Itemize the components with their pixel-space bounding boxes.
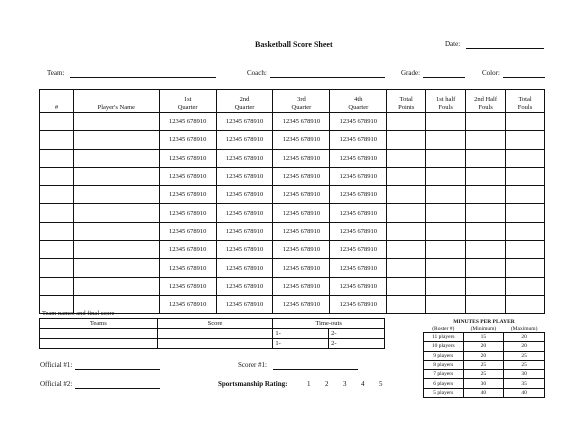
scorer-field[interactable] <box>273 369 358 370</box>
player-name-cell[interactable] <box>73 149 159 167</box>
minutes-col-roster: (Roster #) <box>432 325 455 332</box>
player-row <box>40 167 545 185</box>
minutes-min-cell: 40 <box>463 388 504 397</box>
col-number: # <box>40 90 74 113</box>
player-row <box>40 186 545 204</box>
col-2nd-half-fouls <box>466 90 506 113</box>
q2-cell[interactable]: 12345 678910 <box>216 277 273 295</box>
player-name-cell[interactable] <box>73 113 159 131</box>
total-points-cell[interactable] <box>387 167 426 185</box>
player-name-cell[interactable] <box>73 186 159 204</box>
minutes-min-cell: 25 <box>463 360 504 369</box>
col-2nd-half-fouls-text: 2nd Half Fouls <box>474 96 498 111</box>
q3-cell[interactable]: 12345 678910 <box>273 259 330 277</box>
minutes-max-cell: 40 <box>504 388 545 397</box>
score-table-body <box>40 113 545 314</box>
q1-cell[interactable]: 12345 678910 <box>159 259 216 277</box>
q1-cell[interactable]: 12345 678910 <box>159 113 216 131</box>
minutes-max-cell: 20 <box>504 342 545 351</box>
col-player-name: Player's Name <box>73 90 159 113</box>
minutes-col-min: (Minimum) <box>470 325 497 332</box>
team-row <box>40 339 385 349</box>
minutes-roster-cell: 10 players <box>424 342 464 351</box>
col-q4 <box>330 90 387 113</box>
minutes-roster-cell: 7 players <box>424 370 464 379</box>
minutes-min-cell: 20 <box>463 342 504 351</box>
q1-cell[interactable]: 12345 678910 <box>159 277 216 295</box>
sheet-title: Basketball Score Sheet <box>255 40 333 49</box>
q3-cell[interactable]: 12345 678910 <box>273 131 330 149</box>
total-points-cell[interactable] <box>387 149 426 167</box>
team-label: Team: <box>47 69 65 77</box>
q4-cell[interactable]: 12345 678910 <box>330 204 387 222</box>
minutes-roster-cell: 8 players <box>424 360 464 369</box>
official1-label: Official #1: <box>40 361 73 369</box>
teams-header-row <box>40 319 385 329</box>
total-fouls-cell[interactable] <box>506 222 545 240</box>
col-q3-text: 3rd Quarter <box>291 96 312 111</box>
team-score-cell[interactable] <box>157 339 273 349</box>
col-1st-half-fouls-text: 1st half Fouls <box>435 96 456 111</box>
col-1st-half-fouls <box>426 90 466 113</box>
player-number-cell[interactable] <box>40 113 74 131</box>
player-row <box>40 277 545 295</box>
team-row <box>40 329 385 339</box>
q3-cell[interactable]: 12345 678910 <box>273 241 330 259</box>
q2-cell[interactable]: 12345 678910 <box>216 241 273 259</box>
minutes-min-cell: 20 <box>463 351 504 360</box>
player-name-cell[interactable] <box>73 241 159 259</box>
second-half-fouls-cell[interactable] <box>466 131 506 149</box>
total-points-cell[interactable] <box>387 295 426 313</box>
first-half-fouls-cell[interactable] <box>426 131 466 149</box>
rating-4[interactable]: 4 <box>361 380 365 388</box>
player-row <box>40 149 545 167</box>
q3-cell[interactable]: 12345 678910 <box>273 167 330 185</box>
player-row <box>40 204 545 222</box>
total-fouls-cell[interactable] <box>506 186 545 204</box>
q1-cell[interactable]: 12345 678910 <box>159 295 216 313</box>
first-half-fouls-cell[interactable] <box>426 295 466 313</box>
player-number-cell[interactable] <box>40 186 74 204</box>
second-half-fouls-cell[interactable] <box>466 241 506 259</box>
q1-cell[interactable]: 12345 678910 <box>159 131 216 149</box>
q1-cell[interactable]: 12345 678910 <box>159 222 216 240</box>
timeout-cell[interactable]: 1- <box>273 339 329 349</box>
total-fouls-cell[interactable] <box>506 204 545 222</box>
q4-cell[interactable]: 12345 678910 <box>330 295 387 313</box>
q3-cell[interactable]: 12345 678910 <box>273 277 330 295</box>
team-name-cell[interactable] <box>40 329 158 339</box>
teams-col-score: Score <box>157 319 273 329</box>
score-table-header <box>40 90 545 113</box>
player-number-cell[interactable] <box>40 204 74 222</box>
player-name-cell[interactable] <box>73 131 159 149</box>
minutes-row <box>424 351 545 360</box>
col-total-points <box>387 90 426 113</box>
col-q1-text: 1st Quarter <box>177 96 198 111</box>
official2-field[interactable] <box>75 388 160 389</box>
second-half-fouls-cell[interactable] <box>466 277 506 295</box>
col-q1 <box>159 90 216 113</box>
q1-cell[interactable]: 12345 678910 <box>159 204 216 222</box>
q4-cell[interactable]: 12345 678910 <box>330 241 387 259</box>
minutes-roster-cell: 11 players <box>424 333 464 342</box>
total-points-cell[interactable] <box>387 241 426 259</box>
q3-cell[interactable]: 12345 678910 <box>273 222 330 240</box>
total-points-cell[interactable] <box>387 131 426 149</box>
minutes-table-body <box>424 333 545 398</box>
teams-col-teams: Teams <box>40 319 158 329</box>
sportsmanship-label: Sportsmanship Rating: <box>218 380 288 388</box>
minutes-max-cell: 35 <box>504 379 545 388</box>
total-points-cell[interactable] <box>387 277 426 295</box>
player-row <box>40 222 545 240</box>
minutes-title-row <box>424 318 545 325</box>
total-points-cell[interactable] <box>387 186 426 204</box>
q4-cell[interactable]: 12345 678910 <box>330 167 387 185</box>
minutes-roster-cell: 9 players <box>424 351 464 360</box>
teams-col-timeouts: Time-outs <box>273 319 385 329</box>
total-fouls-cell[interactable] <box>506 241 545 259</box>
date-label: Date: <box>445 40 461 48</box>
q2-cell[interactable]: 12345 678910 <box>216 131 273 149</box>
second-half-fouls-cell[interactable] <box>466 295 506 313</box>
rating-1[interactable]: 1 <box>307 380 311 388</box>
minutes-row <box>424 388 545 397</box>
q2-cell[interactable]: 12345 678910 <box>216 113 273 131</box>
total-fouls-cell[interactable] <box>506 277 545 295</box>
second-half-fouls-cell[interactable] <box>466 222 506 240</box>
score-table <box>39 89 545 314</box>
grade-label: Grade: <box>401 69 421 77</box>
player-name-cell[interactable] <box>73 222 159 240</box>
team-field[interactable] <box>70 77 216 78</box>
player-number-cell[interactable] <box>40 222 74 240</box>
player-row <box>40 131 545 149</box>
q1-cell[interactable]: 12345 678910 <box>159 167 216 185</box>
q1-cell[interactable]: 12345 678910 <box>159 241 216 259</box>
total-points-cell[interactable] <box>387 204 426 222</box>
q2-cell[interactable]: 12345 678910 <box>216 222 273 240</box>
second-half-fouls-cell[interactable] <box>466 113 506 131</box>
q2-cell[interactable]: 12345 678910 <box>216 149 273 167</box>
minutes-col-max: (Maximum) <box>510 325 538 332</box>
timeout-cell[interactable]: 1- <box>273 329 329 339</box>
total-fouls-cell[interactable] <box>506 131 545 149</box>
col-total-fouls <box>506 90 545 113</box>
team-score-cell[interactable] <box>157 329 273 339</box>
player-name-cell[interactable] <box>73 277 159 295</box>
second-half-fouls-cell[interactable] <box>466 149 506 167</box>
col-q2-text: 2nd Quarter <box>234 96 255 111</box>
first-half-fouls-cell[interactable] <box>426 149 466 167</box>
coach-field[interactable] <box>270 77 385 78</box>
minutes-row <box>424 342 545 351</box>
col-total-fouls-text: Total Fouls <box>517 96 533 111</box>
q4-cell[interactable]: 12345 678910 <box>330 131 387 149</box>
q4-cell[interactable]: 12345 678910 <box>330 259 387 277</box>
q3-cell[interactable]: 12345 678910 <box>273 295 330 313</box>
q2-cell[interactable]: 12345 678910 <box>216 295 273 313</box>
q2-cell[interactable]: 12345 678910 <box>216 167 273 185</box>
first-half-fouls-cell[interactable] <box>426 167 466 185</box>
minutes-min-cell: 15 <box>463 333 504 342</box>
minutes-roster-cell: 5 players <box>424 388 464 397</box>
player-row <box>40 295 545 313</box>
col-q4-text: 4th Quarter <box>348 96 369 111</box>
minutes-min-cell: 30 <box>463 379 504 388</box>
first-half-fouls-cell[interactable] <box>426 277 466 295</box>
q1-cell[interactable]: 12345 678910 <box>159 149 216 167</box>
total-points-cell[interactable] <box>387 259 426 277</box>
official2-label: Official #2: <box>40 380 73 388</box>
first-half-fouls-cell[interactable] <box>426 259 466 277</box>
minutes-row <box>424 360 545 369</box>
second-half-fouls-cell[interactable] <box>466 259 506 277</box>
teams-caption: Team names and final score <box>42 310 115 317</box>
total-points-cell[interactable] <box>387 222 426 240</box>
player-name-cell[interactable] <box>73 259 159 277</box>
player-name-cell[interactable] <box>73 167 159 185</box>
minutes-row <box>424 370 545 379</box>
minutes-min-cell: 25 <box>463 370 504 379</box>
q2-cell[interactable]: 12345 678910 <box>216 186 273 204</box>
player-row <box>40 259 545 277</box>
second-half-fouls-cell[interactable] <box>466 186 506 204</box>
rating-3[interactable]: 3 <box>343 380 347 388</box>
first-half-fouls-cell[interactable] <box>426 222 466 240</box>
minutes-header-row <box>424 325 545 333</box>
rating-5[interactable]: 5 <box>379 380 383 388</box>
minutes-max-cell: 25 <box>504 360 545 369</box>
color-field[interactable] <box>503 77 545 78</box>
team-name-cell[interactable] <box>40 339 158 349</box>
q3-cell[interactable]: 12345 678910 <box>273 186 330 204</box>
first-half-fouls-cell[interactable] <box>426 113 466 131</box>
player-name-cell[interactable] <box>73 204 159 222</box>
player-number-cell[interactable] <box>40 259 74 277</box>
rating-2[interactable]: 2 <box>325 380 329 388</box>
minutes-row <box>424 333 545 342</box>
total-points-cell[interactable] <box>387 113 426 131</box>
timeout-cell[interactable]: 2- <box>329 339 385 349</box>
first-half-fouls-cell[interactable] <box>426 186 466 204</box>
minutes-max-cell: 25 <box>504 351 545 360</box>
minutes-max-cell: 30 <box>504 370 545 379</box>
date-field[interactable] <box>466 48 544 49</box>
total-fouls-cell[interactable] <box>506 259 545 277</box>
second-half-fouls-cell[interactable] <box>466 167 506 185</box>
total-fouls-cell[interactable] <box>506 295 545 313</box>
q1-cell[interactable]: 12345 678910 <box>159 186 216 204</box>
official1-field[interactable] <box>75 369 160 370</box>
scorer-label: Scorer #1: <box>238 361 267 369</box>
grade-field[interactable] <box>423 77 465 78</box>
minutes-roster-cell: 6 players <box>424 379 464 388</box>
player-row <box>40 113 545 131</box>
coach-label: Coach: <box>247 69 267 77</box>
total-fouls-cell[interactable] <box>506 113 545 131</box>
minutes-table <box>423 318 545 398</box>
player-number-cell[interactable] <box>40 277 74 295</box>
total-fouls-cell[interactable] <box>506 149 545 167</box>
player-row <box>40 241 545 259</box>
q4-cell[interactable]: 12345 678910 <box>330 222 387 240</box>
first-half-fouls-cell[interactable] <box>426 204 466 222</box>
q2-cell[interactable]: 12345 678910 <box>216 204 273 222</box>
col-q3 <box>273 90 330 113</box>
q4-cell[interactable]: 12345 678910 <box>330 149 387 167</box>
q2-cell[interactable]: 12345 678910 <box>216 259 273 277</box>
player-number-cell[interactable] <box>40 241 74 259</box>
q4-cell[interactable]: 12345 678910 <box>330 277 387 295</box>
q4-cell[interactable]: 12345 678910 <box>330 186 387 204</box>
total-fouls-cell[interactable] <box>506 167 545 185</box>
q3-cell[interactable]: 12345 678910 <box>273 149 330 167</box>
minutes-title: MINUTES PER PLAYER <box>453 318 515 325</box>
color-label: Color: <box>482 69 500 77</box>
timeout-cell[interactable]: 2- <box>329 329 385 339</box>
first-half-fouls-cell[interactable] <box>426 241 466 259</box>
player-number-cell[interactable] <box>40 167 74 185</box>
teams-table <box>39 318 385 349</box>
minutes-row <box>424 379 545 388</box>
second-half-fouls-cell[interactable] <box>466 204 506 222</box>
q3-cell[interactable]: 12345 678910 <box>273 204 330 222</box>
player-number-cell[interactable] <box>40 131 74 149</box>
player-number-cell[interactable] <box>40 149 74 167</box>
col-total-points-text: Total Points <box>398 96 415 111</box>
q4-cell[interactable]: 12345 678910 <box>330 113 387 131</box>
q3-cell[interactable]: 12345 678910 <box>273 113 330 131</box>
minutes-max-cell: 20 <box>504 333 545 342</box>
col-q2 <box>216 90 273 113</box>
